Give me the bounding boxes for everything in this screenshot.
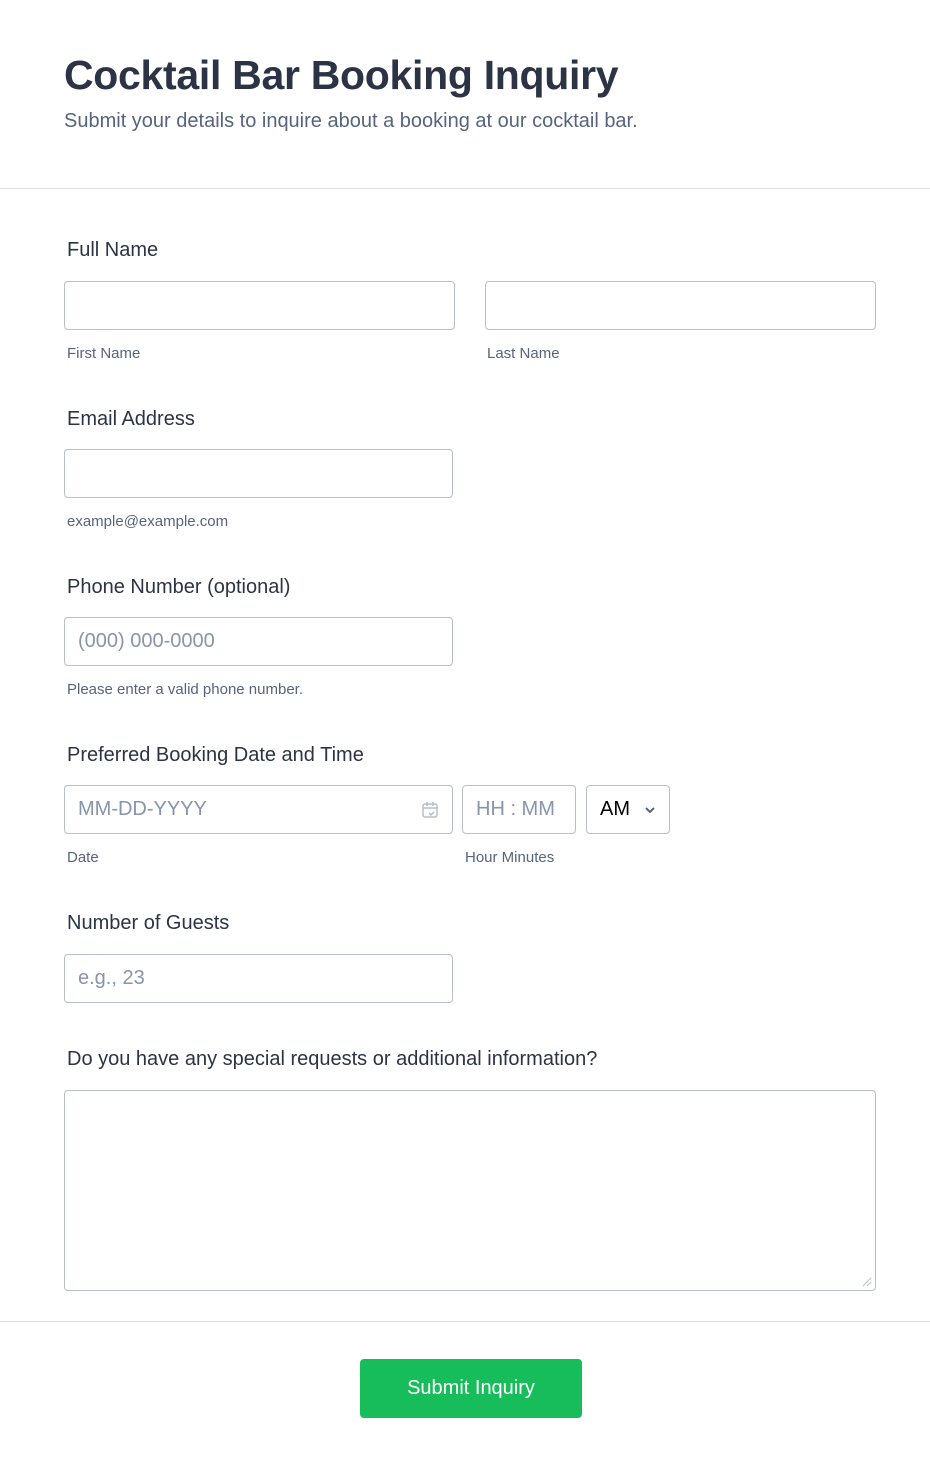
phone-input[interactable] [64, 617, 453, 666]
submit-button[interactable]: Submit Inquiry [360, 1359, 582, 1418]
requests-textarea[interactable] [64, 1090, 876, 1291]
date-sublabel: Date [67, 849, 99, 866]
email-sublabel: example@example.com [67, 513, 229, 530]
resize-handle-icon[interactable] [862, 1277, 872, 1287]
phone-sublabel: Please enter a valid phone number. [67, 681, 303, 698]
page-subtitle: Submit your details to inquire about a booking at our cocktail bar. [64, 110, 638, 132]
time-placeholder: HH : MM [476, 798, 555, 820]
first-name-input[interactable] [64, 281, 455, 330]
chevron-down-icon [644, 806, 656, 814]
time-input[interactable] [462, 785, 576, 834]
booking-label: Preferred Booking Date and Time [67, 744, 364, 766]
full-name-label: Full Name [67, 239, 159, 261]
first-name-sublabel: First Name [67, 345, 141, 362]
email-input[interactable] [64, 449, 453, 498]
footer-divider [0, 1321, 930, 1322]
calendar-icon[interactable] [421, 801, 439, 819]
time-sublabel: Hour Minutes [465, 849, 555, 866]
header-divider [0, 188, 930, 189]
guests-label: Number of Guests [67, 912, 230, 934]
guests-placeholder: e.g., 23 [78, 967, 145, 989]
email-label: Email Address [67, 408, 195, 430]
requests-label: Do you have any special requests or additional information? [67, 1048, 598, 1070]
date-input[interactable] [64, 785, 453, 834]
ampm-value: AM [600, 798, 630, 820]
phone-label: Phone Number (optional) [67, 576, 291, 598]
last-name-sublabel: Last Name [487, 345, 560, 362]
phone-placeholder: (000) 000-0000 [78, 630, 215, 652]
guests-input[interactable] [64, 954, 453, 1003]
last-name-input[interactable] [485, 281, 876, 330]
ampm-select[interactable] [586, 785, 670, 834]
date-placeholder: MM-DD-YYYY [78, 798, 207, 820]
page-title: Cocktail Bar Booking Inquiry [64, 52, 619, 98]
